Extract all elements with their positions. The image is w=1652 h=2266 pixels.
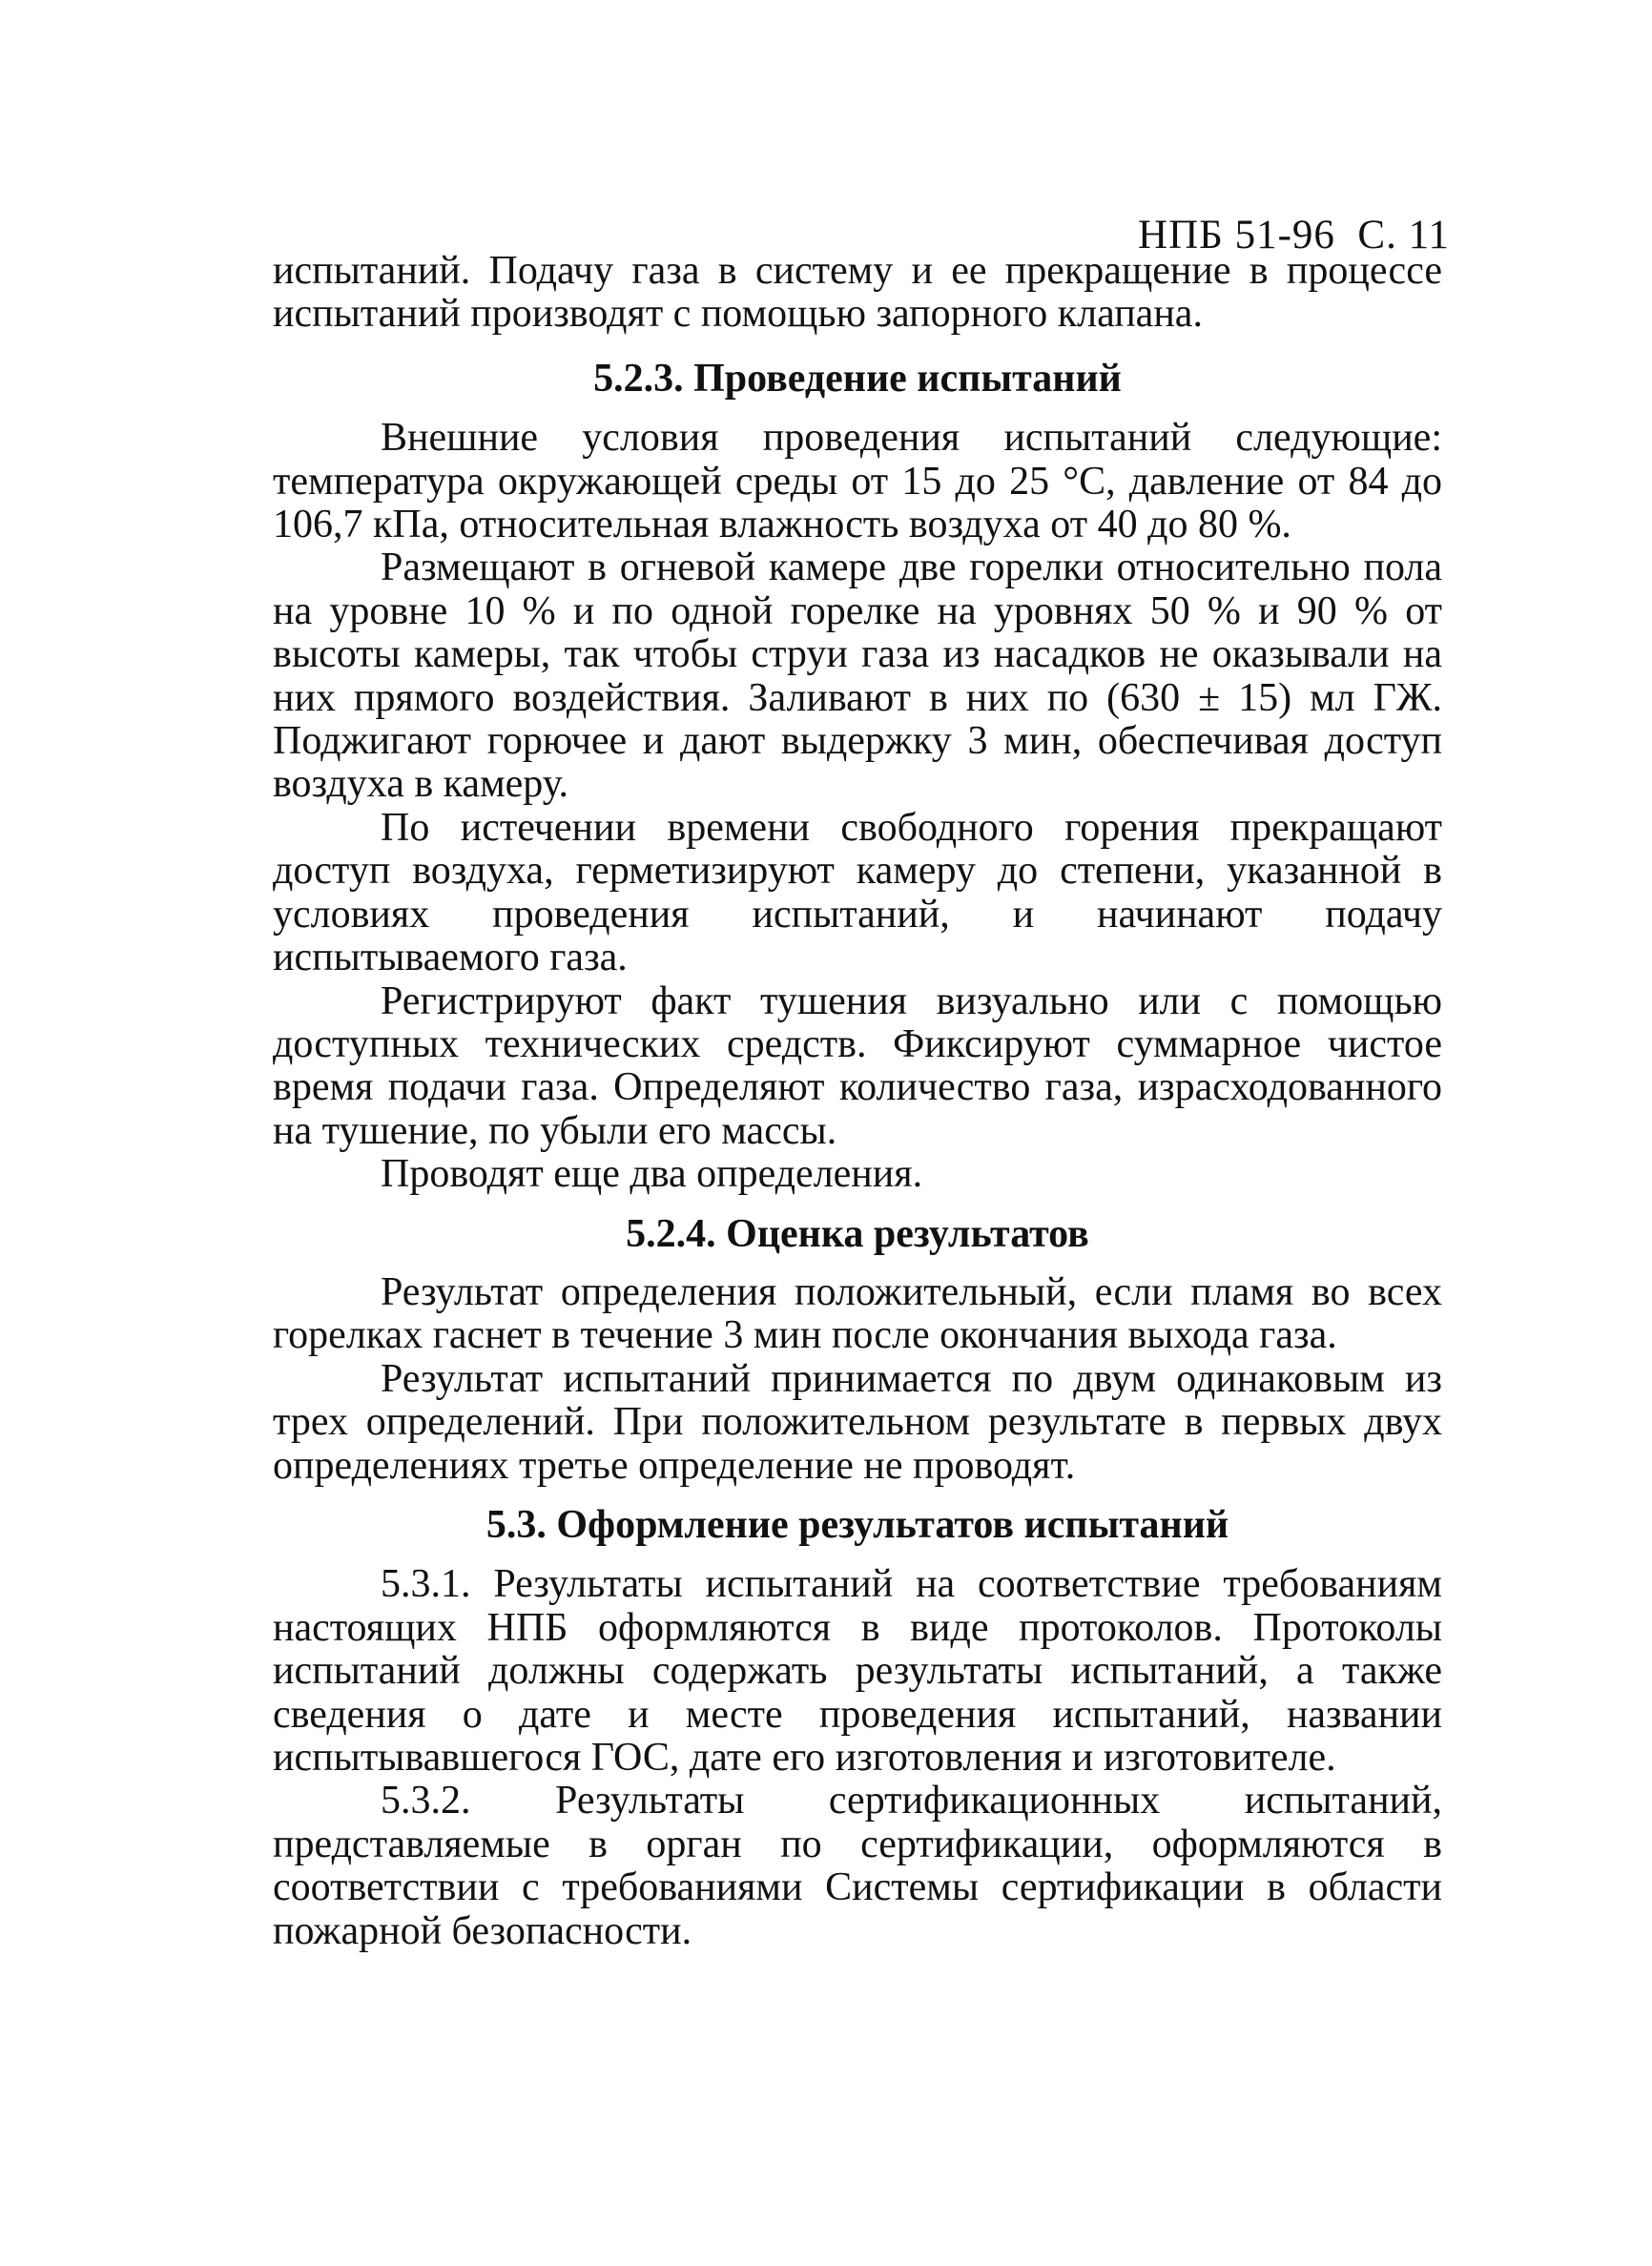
paragraph-repeat: Проводят еще два определения. — [381, 1152, 923, 1197]
paragraph-register: Регистрируют факт тушения визуально или с помощью доступных технических средств. Фиксируют суммарное чистое время подачи газа. Определяют количество газа, израсходованного на тушение, по убыли его массы. — [273, 978, 1442, 1153]
section-heading-5-2-4: 5.2.4. Оценка результатов — [626, 1211, 1089, 1256]
document-body — [273, 250, 1442, 1953]
paragraph-conditions: Внешние условия проведения испытаний следующие: температура окружающей среды от 15 до 25 °С, давление от 84 до 106,7 кПа, относительная влажность воздуха от 40 до 80 %. — [273, 416, 1442, 547]
paragraph-accepted-result: Результат испытаний принимается по двум одинаковым из трех определений. При положительном результате в первых двух определениях третье определение не проводят. — [273, 1356, 1442, 1488]
page-number: С. 11 — [1357, 213, 1450, 258]
paragraph-5-3-1: 5.3.1. Результаты испытаний на соответствие требованиям настоящих НПБ оформляются в виде протоколов. Протоколы испытаний должны содержать результаты испытаний, а также сведения о дате и месте проведения испытаний, названии испытывавшегося ГОС, дате его изготовления и изготовителе. — [273, 1562, 1442, 1780]
paragraph-free-burning: По истечении времени свободного горения прекращают доступ воздуха, герметизируют камеру до степени, указанной в условиях проведения испытаний, и начинают подачу испытываемого газа. — [273, 805, 1442, 980]
section-heading-5-2-3: 5.2.3. Проведение испытаний — [593, 356, 1122, 401]
paragraph-burners: Размещают в огневой камере две горелки относительно пола на уровне 10 % и по одной горелке на уровнях 50 % и 90 % от высоты камеры, так чтобы струи газа из насадков не оказывали на них прямого воздействия. Заливают в них по (630 ± 15) мл ГЖ. Поджигают горючее и дают выдержку 3 мин, обеспечивая доступ воздуха в камеру. — [273, 546, 1442, 807]
section-heading-5-3: 5.3. Оформление результатов испытаний — [485, 1502, 1229, 1547]
document-code: НПБ 51-96 — [1138, 213, 1335, 258]
paragraph-5-3-2: 5.3.2. Результаты сертификационных испытаний, представляемые в орган по сертификации, оформляются в соответствии с требованиями Системы сертификации в области пожарной безопасности. — [273, 1779, 1442, 1953]
paragraph-positive-result: Результат определения положительный, если пламя во всех горелках гаснет в течение 3 мин после окончания выхода газа. — [273, 1269, 1442, 1358]
paragraph-intro: испытаний. Подачу газа в систему и ее прекращение в процессе испытаний производят с помощью запорного клапана. — [273, 249, 1442, 337]
